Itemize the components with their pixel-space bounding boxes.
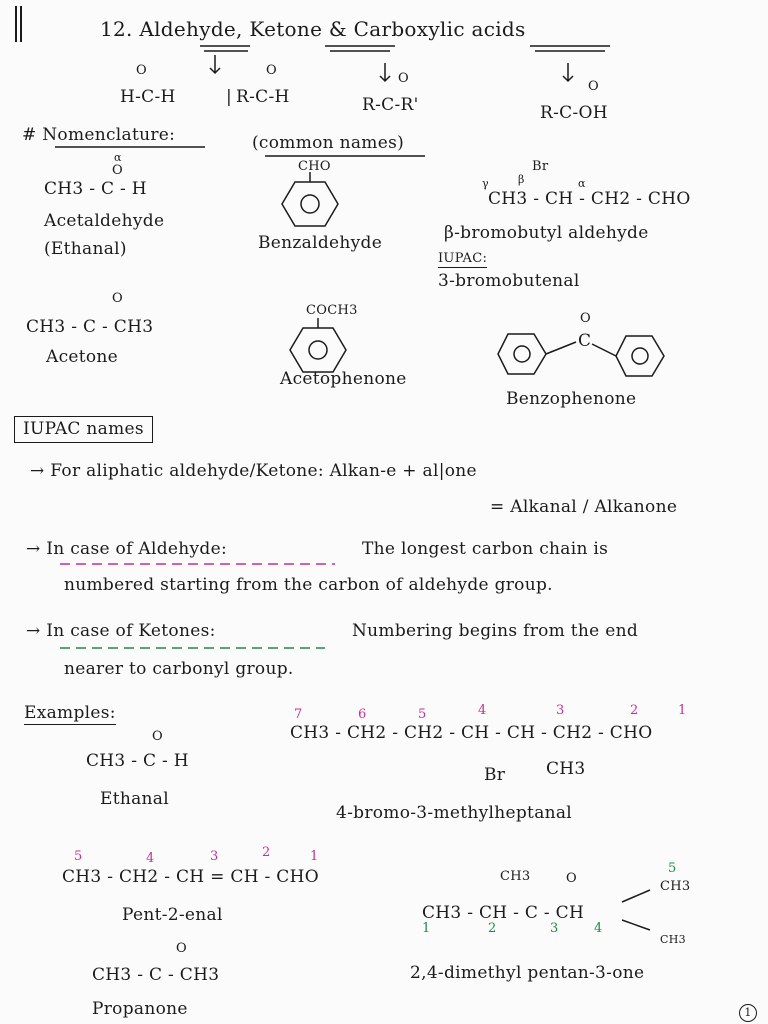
- carbon-number: 4: [478, 703, 487, 718]
- name-heptanal: 4-bromo-3-methylheptanal: [336, 803, 573, 823]
- methyl-branch-bottom: CH3: [660, 933, 686, 946]
- alpha-marker: α: [114, 151, 122, 164]
- oxygen-label: O: [112, 291, 123, 306]
- carbon-number: 2: [630, 703, 639, 718]
- carbon-number: 2: [488, 921, 497, 936]
- name-pentenal: Pent-2-enal: [122, 905, 223, 925]
- rule-aliphatic-result: = Alkanal / Alkanone: [490, 497, 678, 517]
- iupac-bromobutenal: 3-bromobutenal: [438, 271, 580, 291]
- greek-gamma: γ: [482, 177, 489, 190]
- rule-ketone-text: Numbering begins from the end: [352, 621, 639, 641]
- nomenclature-label: # Nomenclature:: [22, 125, 176, 145]
- methyl-top: CH3: [500, 869, 531, 884]
- benzene-ring-icon: [496, 332, 556, 382]
- oxygen-label: O: [266, 63, 277, 78]
- page-number: 1: [739, 1004, 757, 1022]
- name-acetaldehyde: Acetaldehyde: [44, 211, 165, 231]
- carbon-number: 6: [358, 707, 367, 722]
- formula-propanone: CH3 - C - CH3: [92, 965, 220, 985]
- rule-aliphatic: → For aliphatic aldehyde/Ketone: Alkan-e + al|one: [30, 461, 477, 481]
- formula-pentanone: CH3 - CH - C - CH: [422, 903, 585, 923]
- rule-aldehyde-text: The longest carbon chain is: [362, 539, 609, 559]
- iupac-names-heading: IUPAC names: [14, 416, 153, 443]
- name-benzaldehyde: Benzaldehyde: [258, 233, 383, 253]
- rule-ketone-head: → In case of Ketones:: [26, 621, 216, 641]
- carbon-number: 5: [668, 861, 677, 876]
- benzene-ring-icon: [280, 180, 340, 230]
- common-names-label: (common names): [252, 133, 405, 153]
- rule-ketone-text2: nearer to carbonyl group.: [64, 659, 294, 679]
- formula-formaldehyde: H-C-H: [120, 87, 176, 107]
- title-arrows: [190, 55, 690, 85]
- page-title: 12. Aldehyde, Ketone & Carboxylic acids: [100, 17, 526, 41]
- name-ethanal: Ethanal: [100, 789, 169, 809]
- carbon-number: 1: [678, 703, 687, 718]
- name-propanone: Propanone: [92, 999, 188, 1019]
- formula-bromobutyl: CH3 - CH - CH2 - CHO: [488, 189, 691, 209]
- formula-pentenal: CH3 - CH2 - CH = CH - CHO: [62, 867, 319, 887]
- oxygen-label: O: [566, 871, 577, 886]
- carbon-number: 3: [556, 703, 565, 718]
- oxygen-label: O: [176, 941, 187, 956]
- br-substituent: Br: [532, 159, 549, 174]
- carbon-number: 1: [310, 849, 319, 864]
- examples-label: Examples:: [24, 703, 116, 723]
- formula-acid: R-C-OH: [540, 103, 608, 123]
- formula-acetone: CH3 - C - CH3: [26, 317, 154, 337]
- formula-ketone: R-C-R': [362, 95, 419, 115]
- greek-beta: β: [518, 173, 525, 186]
- oxygen-label: O: [580, 311, 591, 326]
- carbon-number: 3: [550, 921, 559, 936]
- formula-acetaldehyde: CH3 - C - H: [44, 179, 147, 199]
- greek-alpha: α: [578, 177, 586, 190]
- carbon-number: 5: [418, 707, 427, 722]
- carbon-number: 1: [422, 921, 431, 936]
- benzene-ring-icon: [614, 334, 674, 384]
- oxygen-label: O: [588, 79, 599, 94]
- separator: |: [226, 87, 233, 107]
- name-acetone: Acetone: [46, 347, 119, 367]
- rule-aldehyde-underline: [60, 562, 360, 568]
- name-bromobutyl-aldehyde: β-bromobutyl aldehyde: [444, 223, 649, 243]
- pentanone-bonds: [600, 880, 680, 940]
- carbon-number: 5: [74, 849, 83, 864]
- coch3-group: COCH3: [306, 303, 358, 318]
- name-pentanone: 2,4-dimethyl pentan-3-one: [410, 963, 645, 983]
- br-substituent: Br: [484, 765, 506, 785]
- oxygen-label: O: [112, 163, 123, 178]
- oxygen-label: O: [152, 729, 163, 744]
- rule-ketone-underline: [60, 646, 360, 652]
- methyl-branch-top: CH3: [660, 879, 691, 894]
- carbon-number: 4: [594, 921, 603, 936]
- carbon-number: 7: [294, 707, 303, 722]
- margin-mark: [14, 6, 24, 46]
- iupac-label: IUPAC:: [438, 252, 487, 268]
- formula-heptanal: CH3 - CH2 - CH2 - CH - CH - CH2 - CHO: [290, 723, 653, 743]
- iupac-ethanal: (Ethanal): [44, 239, 127, 259]
- carbonyl-carbon: C: [578, 331, 592, 351]
- formula-ethanal: CH3 - C - H: [86, 751, 189, 771]
- rule-aldehyde-text2: numbered starting from the carbon of aldehyde group.: [64, 575, 553, 595]
- carbon-number: 3: [210, 849, 219, 864]
- cho-group: CHO: [298, 159, 331, 174]
- methyl-substituent: CH3: [546, 759, 586, 779]
- name-benzophenone: Benzophenone: [506, 389, 637, 409]
- oxygen-label: O: [136, 63, 147, 78]
- oxygen-label: O: [398, 71, 409, 86]
- formula-aldehyde: R-C-H: [236, 87, 290, 107]
- name-acetophenone: Acetophenone: [280, 369, 407, 389]
- rule-aldehyde-head: → In case of Aldehyde:: [26, 539, 227, 559]
- carbon-number: 2: [262, 845, 271, 860]
- carbon-number: 4: [146, 851, 155, 866]
